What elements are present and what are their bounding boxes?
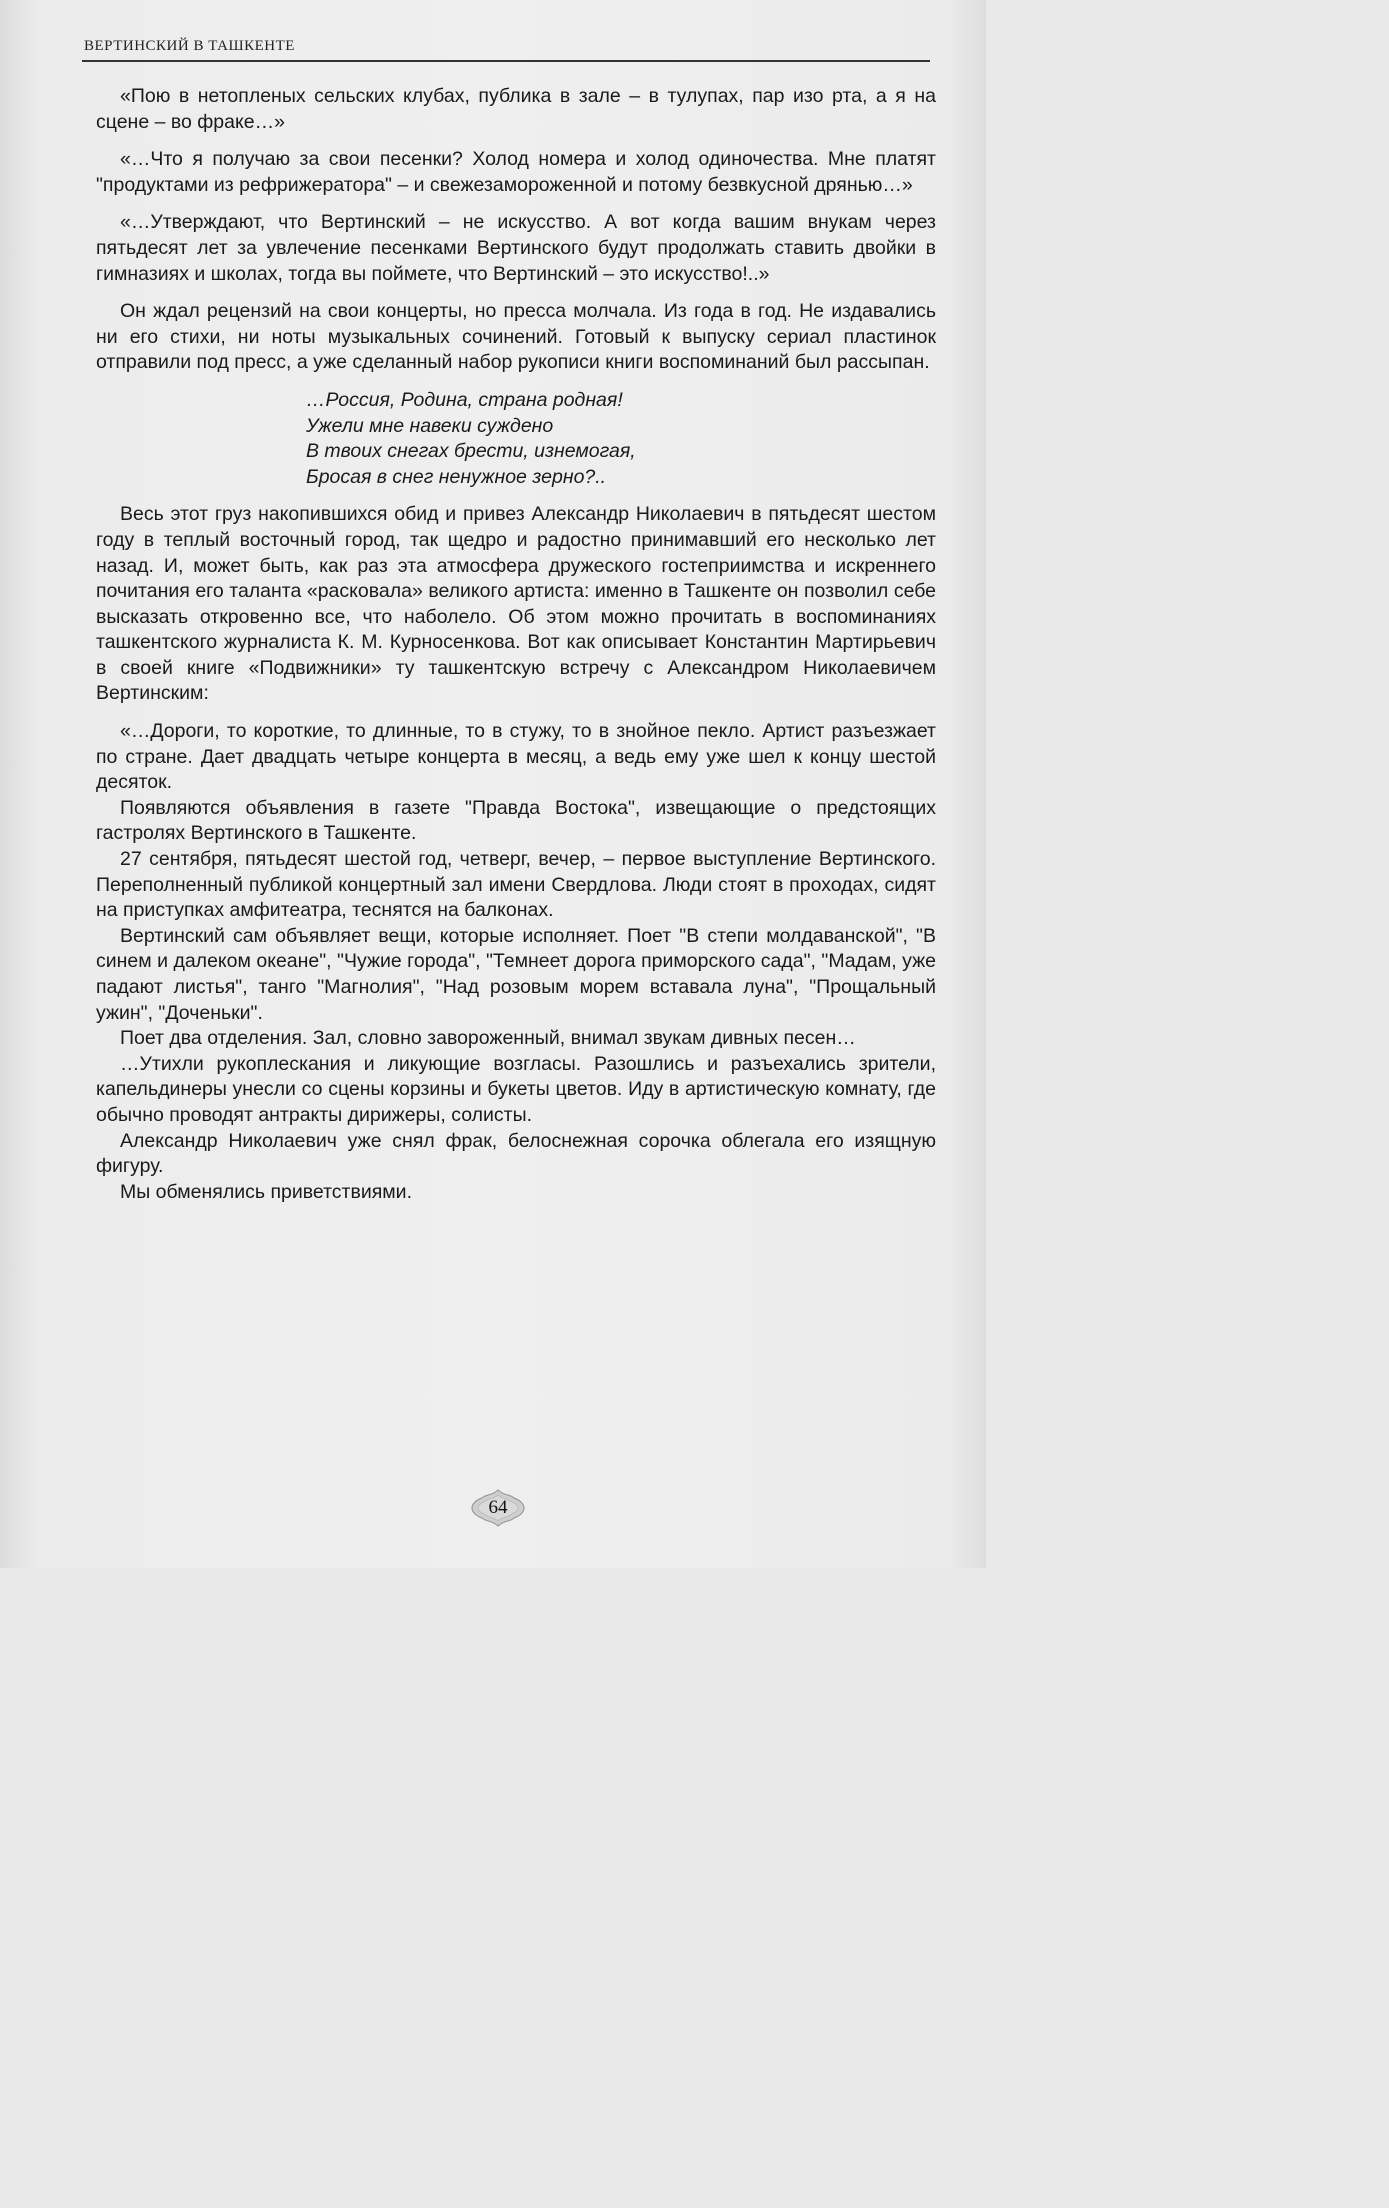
poem-line: Ужели мне навеки суждено	[306, 414, 554, 437]
paragraph: «…Утверждают, что Вертинский – не искусство. А вот когда вашим внукам через пятьдесят лет за увлечение песенками Вертинского будут продолжать ставить двойки в гимназиях и школах, тогда вы поймете, что Вертинский – это искусство!..»	[96, 211, 936, 285]
paragraph: Александр Николаевич уже снял фрак, белоснежная сорочка облегала его изящную фигуру.	[96, 1129, 936, 1178]
paragraph: Весь этот груз накопившихся обид и привез Александр Николаевич в пятьдесят шестом году в теплый восточный город, так щедро и радостно принимавший его несколько лет назад. И, может быть, как раз эта атмосфера дружеского гостеприимства и искреннего почитания его таланта «расковала» великого артиста: именно в Ташкенте он позволил себе высказать откровенно все, что наболело. Об этом можно прочитать в воспоминаниях ташкентского журналиста К. М. Курносенкова. Вот как описывает Константин Мартирьевич в своей книге «Подвижники» ту ташкентскую встречу с Александром Николаевичем Вертинским:	[96, 503, 936, 705]
paragraph: 27 сентября, пятьдесят шестой год, четверг, вечер, – первое выступление Вертинского. Переполненный публикой концертный зал имени Свердлова. Люди стоят в проходах, сидят на приступках амфитеатра, теснятся на балконах.	[96, 848, 936, 922]
poem-quote	[306, 388, 936, 490]
poem-line: …Россия, Родина, страна родная!	[306, 388, 623, 411]
poem-line: В твоих снегах брести, изнемогая,	[306, 440, 636, 463]
paragraph: Вертинский сам объявляет вещи, которые исполняет. Поет "В степи молдаванской", "В синем и далеком океане", "Чужие города", "Темнеет дорога приморского сада", "Мадам, уже падают листья", танго "Магнолия", "Над розовым морем вставала луна", "Прощальный ужин", "Доченьки".	[96, 924, 936, 1024]
paragraph: Поет два отделения. Зал, словно завороженный, внимал звукам дивных песен…	[120, 1027, 856, 1050]
page-number: 64	[488, 1497, 508, 1518]
poem-line: Бросая в снег ненужное зерно?..	[306, 465, 607, 488]
paragraph: «…Что я получаю за свои песенки? Холод номера и холод одиночества. Мне платят "продуктами из рефрижератора" – и свежезамороженной и потому безвкусной дрянью…»	[96, 148, 936, 196]
paragraph: «…Дороги, то короткие, то длинные, то в стужу, то в знойное пекло. Артист разъезжает по стране. Дает двадцать четыре концерта в месяц, а ведь ему уже шел к концу шестой десяток.	[96, 720, 936, 794]
running-head: ВЕРТИНСКИЙ В ТАШКЕНТЕ	[84, 38, 295, 54]
page-number-ornament	[470, 1488, 526, 1528]
body-text	[96, 84, 936, 1205]
paragraph: Он ждал рецензий на свои концерты, но пресса молчала. Из года в год. Не издавались ни его стихи, ни ноты музыкальных сочинений. Готовый к выпуску сериал пластинок отправили под пресс, а уже сделанный набор рукописи книги воспоминаний был рассыпан.	[96, 300, 936, 374]
header-divider	[82, 60, 930, 62]
paragraph: Мы обменялись приветствиями.	[120, 1180, 412, 1203]
paragraph: …Утихли рукоплескания и ликующие возгласы. Разошлись и разъехались зрители, капельдинеры унесли со сцены корзины и букеты цветов. Иду в артистическую комнату, где обычно проводят антракты дирижеры, солисты.	[96, 1052, 936, 1126]
paragraph: Появляются объявления в газете "Правда Востока", извещающие о предстоящих гастролях Вертинского в Ташкенте.	[96, 796, 936, 845]
paragraph: «Пою в нетопленых сельских клубах, публика в зале – в тулупах, пар изо рта, а я на сцене – во фраке…»	[96, 85, 936, 133]
